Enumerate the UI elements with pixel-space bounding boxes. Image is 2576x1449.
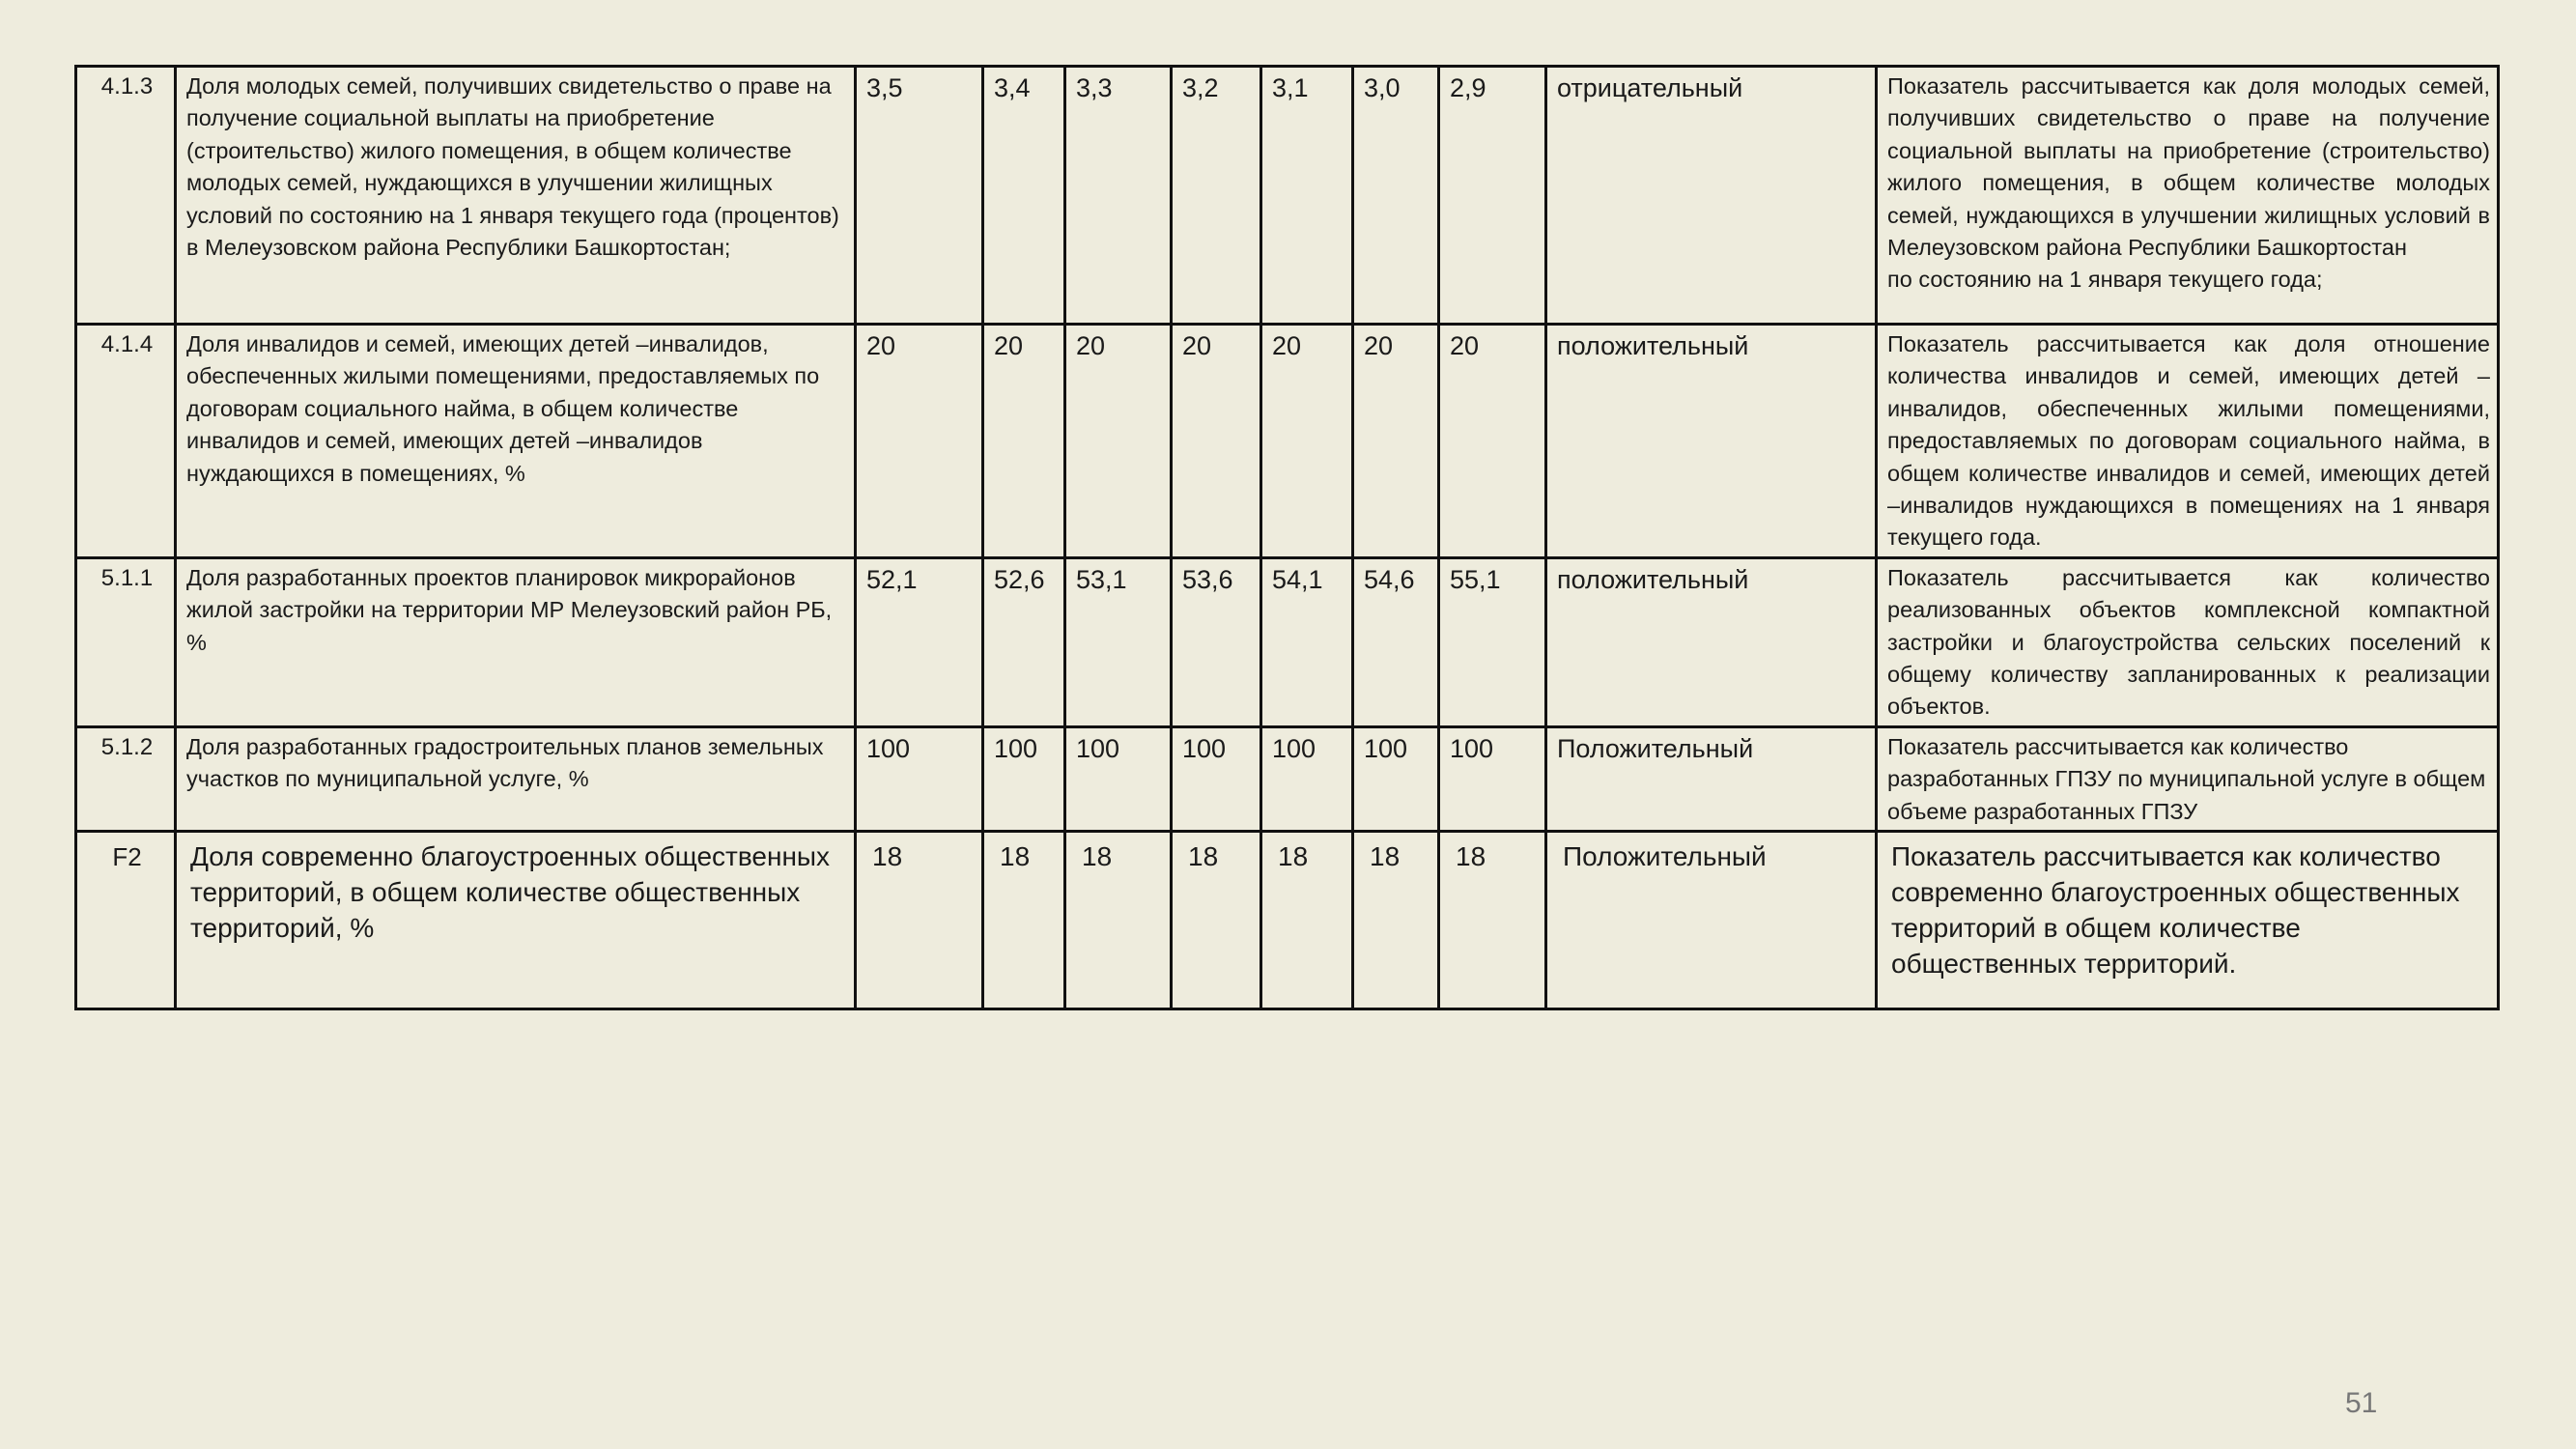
value-cell: 100 bbox=[1261, 726, 1353, 831]
direction-cell: Положительный bbox=[1546, 726, 1877, 831]
method-cell: Показатель рассчитывается как количество реализованных объектов комплексной компактной застройки и благоустройства сельских поселений к общему количеству запланированных к реализации объектов. bbox=[1877, 557, 2499, 726]
indicator-name: Доля современно благоустроенных общественных территорий, в общем количестве общественных территорий, % bbox=[176, 832, 856, 1009]
table-row bbox=[76, 67, 2499, 325]
value-cell: 53,1 bbox=[1065, 557, 1172, 726]
value-cell: 2,9 bbox=[1439, 67, 1546, 325]
value-cell: 100 bbox=[856, 726, 983, 831]
indicator-code: 4.1.3 bbox=[76, 67, 176, 325]
value-cell: 20 bbox=[1172, 325, 1261, 558]
value-cell: 18 bbox=[1439, 832, 1546, 1009]
value-cell: 20 bbox=[1439, 325, 1546, 558]
value-cell: 54,1 bbox=[1261, 557, 1353, 726]
method-cell bbox=[1877, 67, 2499, 325]
indicator-code: 5.1.2 bbox=[76, 726, 176, 831]
table-row bbox=[76, 325, 2499, 558]
indicator-name: Доля разработанных проектов планировок микрорайонов жилой застройки на территории МР Мелеузовский район РБ, % bbox=[176, 557, 856, 726]
value-cell: 3,0 bbox=[1353, 67, 1439, 325]
value-cell: 18 bbox=[1172, 832, 1261, 1009]
value-cell: 18 bbox=[983, 832, 1065, 1009]
value-cell: 18 bbox=[1261, 832, 1353, 1009]
value-cell: 3,1 bbox=[1261, 67, 1353, 325]
method-text: Показатель рассчитывается как доля молодых семей, получивших свидетельство о праве на получение социальной выплаты на приобретение (строительство) жилого помещения, в общем количестве молодых семей, нуждающихся в улучшении жилищных условий в Мелеузовском района Республики Башкортостан bbox=[1887, 73, 2490, 261]
value-cell: 18 bbox=[856, 832, 983, 1009]
direction-cell: положительный bbox=[1546, 325, 1877, 558]
method-cell: Показатель рассчитывается как количество разработанных ГПЗУ по муниципальной услуге в общем объеме разработанных ГПЗУ bbox=[1877, 726, 2499, 831]
method-cell: Показатель рассчитывается как доля отношение количества инвалидов и семей, имеющих детей – инвалидов, обеспеченных жилыми помещениями, предоставляемых по договорам социального найма, в общем количестве инвалидов и семей, имеющих детей –инвалидов нуждающихся в помещениях на 1 января текущего года. bbox=[1877, 325, 2499, 558]
method-text-tail: по состоянию на 1 января текущего года; bbox=[1887, 267, 2323, 293]
table-row bbox=[76, 832, 2499, 1009]
value-cell: 3,5 bbox=[856, 67, 983, 325]
value-cell: 18 bbox=[1353, 832, 1439, 1009]
value-cell: 20 bbox=[1261, 325, 1353, 558]
value-cell: 52,6 bbox=[983, 557, 1065, 726]
method-cell: Показатель рассчитывается как количество современно благоустроенных общественных территорий в общем количестве общественных территорий. bbox=[1877, 832, 2499, 1009]
value-cell: 3,4 bbox=[983, 67, 1065, 325]
value-cell: 20 bbox=[983, 325, 1065, 558]
value-cell: 100 bbox=[983, 726, 1065, 831]
table-row bbox=[76, 726, 2499, 831]
value-cell: 20 bbox=[1353, 325, 1439, 558]
value-cell: 100 bbox=[1353, 726, 1439, 831]
value-cell: 3,2 bbox=[1172, 67, 1261, 325]
value-cell: 20 bbox=[1065, 325, 1172, 558]
direction-cell: отрицательный bbox=[1546, 67, 1877, 325]
value-cell: 18 bbox=[1065, 832, 1172, 1009]
value-cell: 54,6 bbox=[1353, 557, 1439, 726]
value-cell: 100 bbox=[1439, 726, 1546, 831]
direction-cell: Положительный bbox=[1546, 832, 1877, 1009]
value-cell: 100 bbox=[1172, 726, 1261, 831]
page-number: 51 bbox=[2345, 1387, 2378, 1419]
value-cell: 3,3 bbox=[1065, 67, 1172, 325]
indicator-code: 4.1.4 bbox=[76, 325, 176, 558]
direction-cell: положительный bbox=[1546, 557, 1877, 726]
value-cell: 55,1 bbox=[1439, 557, 1546, 726]
table-row bbox=[76, 557, 2499, 726]
value-cell: 20 bbox=[856, 325, 983, 558]
indicator-name: Доля молодых семей, получивших свидетельство о праве на получение социальной выплаты на приобретение (строительство) жилого помещения, в общем количестве молодых семей, нуждающихся в улучшении жилищных условий по состоянию на 1 января текущего года (процентов) в Мелеузовском района Республики Башкортостан; bbox=[176, 67, 856, 325]
indicator-code: F2 bbox=[76, 832, 176, 1009]
value-cell: 52,1 bbox=[856, 557, 983, 726]
indicator-name: Доля инвалидов и семей, имеющих детей –инвалидов, обеспеченных жилыми помещениями, предоставляемых по договорам социального найма, в общем количестве инвалидов и семей, имеющих детей –инвалидов нуждающихся в помещениях, % bbox=[176, 325, 856, 558]
indicator-name: Доля разработанных градостроительных планов земельных участков по муниципальной услуге, % bbox=[176, 726, 856, 831]
value-cell: 100 bbox=[1065, 726, 1172, 831]
value-cell: 53,6 bbox=[1172, 557, 1261, 726]
indicators-table bbox=[74, 65, 2500, 1010]
indicator-code: 5.1.1 bbox=[76, 557, 176, 726]
